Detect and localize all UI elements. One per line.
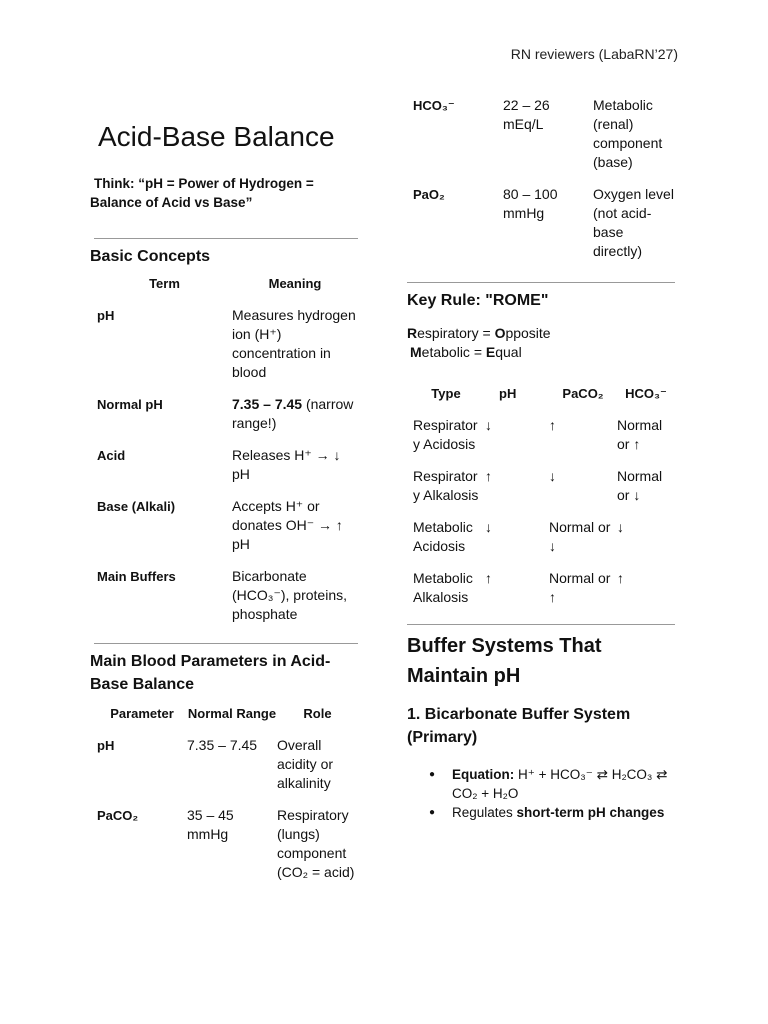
table-row xyxy=(97,433,358,484)
equation-text: H⁺ + HCO₃⁻ ⇄ H₂CO₃ ⇄ CO₂ + H₂O xyxy=(452,767,668,801)
table-row xyxy=(97,382,358,433)
rome-text: pposite xyxy=(505,325,551,341)
type-cell: Respiratory Alkalosis xyxy=(413,468,479,503)
ph-cell: ↑ xyxy=(485,570,492,586)
rome-text: qual xyxy=(495,344,522,360)
rome-rule-lines xyxy=(407,324,675,362)
table-row xyxy=(413,96,675,172)
right-column xyxy=(407,96,675,822)
divider xyxy=(407,282,675,283)
hco3-cell: ↑ xyxy=(617,570,624,586)
think-line-2: Balance of Acid vs Base” xyxy=(90,194,253,210)
divider xyxy=(407,624,675,625)
rome-letter-m: M xyxy=(410,344,422,360)
term-cell: Base (Alkali) xyxy=(97,498,176,514)
paco2-cell: ↑ xyxy=(549,417,556,433)
meaning-cell: Measures hydrogen ion (H⁺) concentration in blood xyxy=(232,306,356,380)
paco2-cell: ↓ xyxy=(549,468,556,484)
type-cell: Metabolic Alkalosis xyxy=(413,570,473,605)
column-header-meaning: Meaning xyxy=(268,275,322,291)
rome-text: etabolic = xyxy=(421,344,486,360)
table-row xyxy=(97,554,358,624)
parameter-cell: PaCO₂ xyxy=(97,807,139,823)
think-note xyxy=(90,174,358,212)
blood-parameters-heading: Main Blood Parameters in Acid-Base Balance xyxy=(90,652,331,693)
table-row xyxy=(97,793,358,882)
meaning-rest: (narrow range!) xyxy=(232,395,354,431)
page-title: Acid-Base Balance xyxy=(98,121,335,152)
buffer-systems-heading: Buffer Systems That Maintain pH xyxy=(407,635,602,687)
equation-label: Equation: xyxy=(452,767,515,782)
buffer-bullet-list xyxy=(407,765,675,822)
table-row xyxy=(97,484,358,554)
column-header-type: Type xyxy=(431,386,461,401)
parameter-cell: pH xyxy=(97,737,115,753)
meaning-cell: Releases H⁺ → ↓ pH xyxy=(232,446,341,482)
column-header-hco3: HCO₃⁻ xyxy=(625,386,667,401)
left-column xyxy=(90,120,358,882)
ph-cell: ↓ xyxy=(485,519,492,535)
column-header-term: Term xyxy=(149,275,180,291)
role-cell: Overall acidity or alkalinity xyxy=(277,736,334,791)
column-header-ph: pH xyxy=(499,386,517,401)
table-row xyxy=(97,293,358,382)
hco3-cell: ↓ xyxy=(617,519,624,535)
rome-heading: Key Rule: "ROME" xyxy=(407,292,549,309)
parameter-cell: HCO₃⁻ xyxy=(413,98,455,113)
paco2-cell: Normal or ↓ xyxy=(549,519,611,554)
meaning-cell xyxy=(232,382,358,433)
table-row xyxy=(413,505,675,556)
rome-letter-e: E xyxy=(485,344,496,360)
rome-letter-r: R xyxy=(407,325,418,341)
rome-table xyxy=(413,384,675,607)
role-cell: Respiratory (lungs) component (CO₂ = acid) xyxy=(277,806,355,880)
page-header: RN reviewers (LabaRN’27) xyxy=(510,46,678,62)
table-header-row xyxy=(97,274,358,293)
rome-line-metabolic xyxy=(407,343,675,362)
column-header-role: Role xyxy=(303,705,332,721)
table-row xyxy=(413,454,675,505)
range-cell: 7.35 – 7.45 xyxy=(187,736,258,753)
hco3-cell: Normal or ↑ xyxy=(617,417,663,452)
divider xyxy=(94,643,358,644)
type-cell: Respiratory Acidosis xyxy=(413,417,478,452)
meaning-cell: Bicarbonate (HCO₃⁻), proteins, phosphate xyxy=(232,567,348,622)
term-cell: Acid xyxy=(97,447,126,463)
bullet-text: Regulates xyxy=(452,805,517,820)
meaning-bold: 7.35 – 7.45 xyxy=(232,395,303,412)
ph-cell: ↓ xyxy=(485,417,492,433)
paco2-cell: Normal or ↑ xyxy=(549,570,611,605)
divider xyxy=(94,238,358,239)
role-cell: Oxygen level (not acid-base directly) xyxy=(593,186,674,259)
rome-letter-o: O xyxy=(494,325,506,341)
range-cell: 35 – 45 mmHg xyxy=(187,806,234,842)
table-row xyxy=(413,172,675,261)
table-header-row xyxy=(413,384,675,403)
rome-text: espiratory = xyxy=(417,325,495,341)
table-row xyxy=(413,556,675,607)
type-cell: Metabolic Acidosis xyxy=(413,519,473,554)
ph-cell: ↑ xyxy=(485,468,492,484)
blood-parameters-table-continued xyxy=(413,96,675,261)
table-row xyxy=(97,723,358,793)
column-header-paco2: PaCO₂ xyxy=(562,386,604,401)
list-item xyxy=(407,803,675,822)
hco3-cell: Normal or ↓ xyxy=(617,468,663,503)
term-cell: Main Buffers xyxy=(97,568,176,584)
list-item xyxy=(407,765,675,803)
column-header-parameter: Parameter xyxy=(110,705,174,721)
meaning-cell: Accepts H⁺ or donates OH⁻ → ↑ pH xyxy=(232,497,343,552)
term-cell: pH xyxy=(97,307,115,323)
blood-parameters-table xyxy=(97,704,358,882)
table-header-row xyxy=(97,704,358,723)
range-cell: 80 – 100 mmHg xyxy=(503,186,558,221)
bullet-bold-text: short-term pH changes xyxy=(516,805,665,820)
role-cell: Metabolic (renal) component (base) xyxy=(593,97,663,170)
column-header-normal-range: Normal Range xyxy=(187,705,277,721)
parameter-cell: PaO₂ xyxy=(413,187,445,202)
rome-line-respiratory xyxy=(407,324,675,343)
basic-concepts-heading: Basic Concepts xyxy=(90,247,211,265)
table-row xyxy=(413,403,675,454)
term-cell: Normal pH xyxy=(97,396,163,412)
bicarbonate-buffer-heading: 1. Bicarbonate Buffer System (Primary) xyxy=(407,706,631,746)
think-line-1: Think: “pH = Power of Hydrogen = xyxy=(94,175,314,191)
basic-concepts-table xyxy=(97,274,358,624)
range-cell: 22 – 26 mEq/L xyxy=(503,97,550,132)
